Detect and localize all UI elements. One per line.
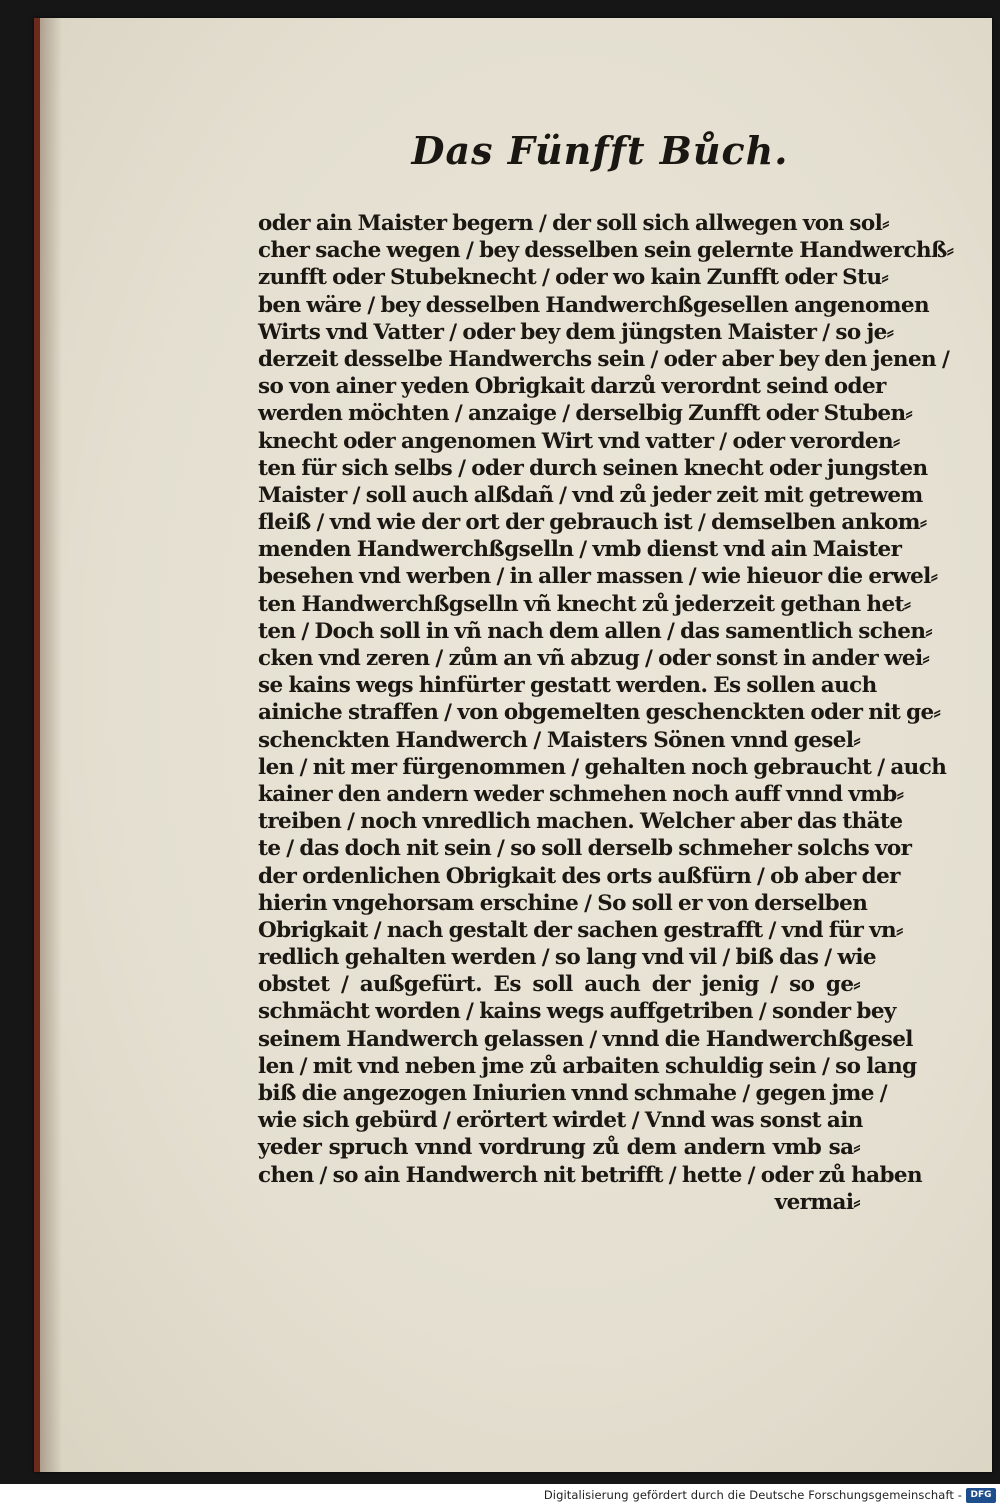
text-line: len / nit mer fürgenommen / gehalten noch gebraucht / auch (258, 754, 947, 780)
catchword: vermai⸗ (774, 1189, 860, 1215)
text-line: Wirts vnd Vatter / oder bey dem jüngsten Maister / so je⸗ (258, 319, 894, 345)
text-line: seinem Handwerch gelassen / vnnd die Handwerchßgesel (258, 1026, 913, 1052)
text-line: kainer den andern weder schmehen noch auff vnnd vmb⸗ (258, 781, 904, 807)
text-line: obstet / außgefürt. Es soll auch der jenig / so ge⸗ (258, 972, 860, 998)
text-line: ten für sich selbs / oder durch seinen knecht oder jungsten (258, 455, 928, 481)
text-block (258, 210, 954, 1216)
text-line: chen / so ain Handwerch nit betrifft / hette / oder zů haben (258, 1162, 923, 1188)
text-line: yeder spruch vnnd vordrung zů dem andern vmb sa⸗ (258, 1135, 860, 1161)
text-line: zunfft oder Stubeknecht / oder wo kain Zunfft oder Stu⸗ (258, 265, 889, 291)
text-line: so von ainer yeden Obrigkait darzů verordnt seind oder (258, 374, 886, 400)
text-line: schenckten Handwerch / Maisters Sönen vnnd gesel⸗ (258, 727, 860, 753)
text-line: besehen vnd werben / in aller massen / wie hieuor die erwel⸗ (258, 564, 938, 590)
text-line: len / mit vnd neben jme zů arbaiten schuldig sein / so lang (258, 1053, 917, 1079)
text-line: der ordenlichen Obrigkait des orts außfürn / ob aber der (258, 863, 900, 889)
text-line: werden möchten / anzaige / derselbig Zunfft oder Stuben⸗ (258, 401, 913, 427)
text-line: ainiche straffen / von obgemelten geschenckten oder nit ge⸗ (258, 700, 941, 726)
text-line: Obrigkait / nach gestalt der sachen gestrafft / vnd für vn⸗ (258, 917, 903, 943)
text-line: menden Handwerchßgselln / vmb dienst vnd ain Maister (258, 537, 902, 563)
funding-note: Digitalisierung gefördert durch die Deutsche Forschungsgemeinschaft - (543, 1488, 962, 1502)
text-line: ten Handwerchßgselln vñ knecht zů jederzeit gethan het⸗ (258, 591, 911, 617)
text-line: derzeit desselbe Handwerchs sein / oder aber bey den jenen / (258, 346, 950, 372)
text-line: schmächt worden / kains wegs auffgetriben / sonder bey (258, 999, 896, 1025)
running-head: Das Fünfft Bůch. (411, 128, 789, 173)
text-line: hierin vngehorsam erschine / So soll er von derselben (258, 890, 868, 916)
text-line: fleiß / vnd wie der ort der gebrauch ist / demselben ankom⸗ (258, 510, 927, 536)
spine-shadow (40, 18, 62, 1472)
text-line: redlich gehalten werden / so lang vnd vil / biß das / wie (258, 945, 876, 971)
text-line: te / das doch nit sein / so soll derselb schmeher solchs vor (258, 836, 912, 862)
text-line: ben wäre / bey desselben Handwerchßgesellen angenomen (258, 292, 929, 318)
text-line: ten / Doch soll in vñ nach dem allen / das samentlich schen⸗ (258, 618, 932, 644)
text-line: cken vnd zeren / zům an vñ abzug / oder sonst in ander wei⸗ (258, 646, 930, 671)
text-line: knecht oder angenomen Wirt vnd vatter / oder verorden⸗ (258, 428, 900, 454)
footer-bar (0, 1484, 1000, 1509)
text-line: Maister / soll auch alßdañ / vnd zů jeder zeit mit getrewem (258, 482, 923, 508)
text-line: biß die angezogen Iniurien vnnd schmahe / gegen jme / (258, 1081, 888, 1106)
dfg-logo-icon: DFG (966, 1488, 996, 1503)
text-line: treiben / noch vnredlich machen. Welcher aber das thäte (258, 809, 903, 835)
text-line: se kains wegs hinfürter gestatt werden. Es sollen auch (258, 673, 877, 699)
text-line: wie sich gebürd / erörtert wirdet / Vnnd was sonst ain (258, 1108, 863, 1134)
text-line: oder ain Maister begern / der soll sich allwegen von sol⸗ (258, 211, 889, 236)
text-line: cher sache wegen / bey desselben sein gelernte Handwerchß⸗ (258, 238, 954, 264)
